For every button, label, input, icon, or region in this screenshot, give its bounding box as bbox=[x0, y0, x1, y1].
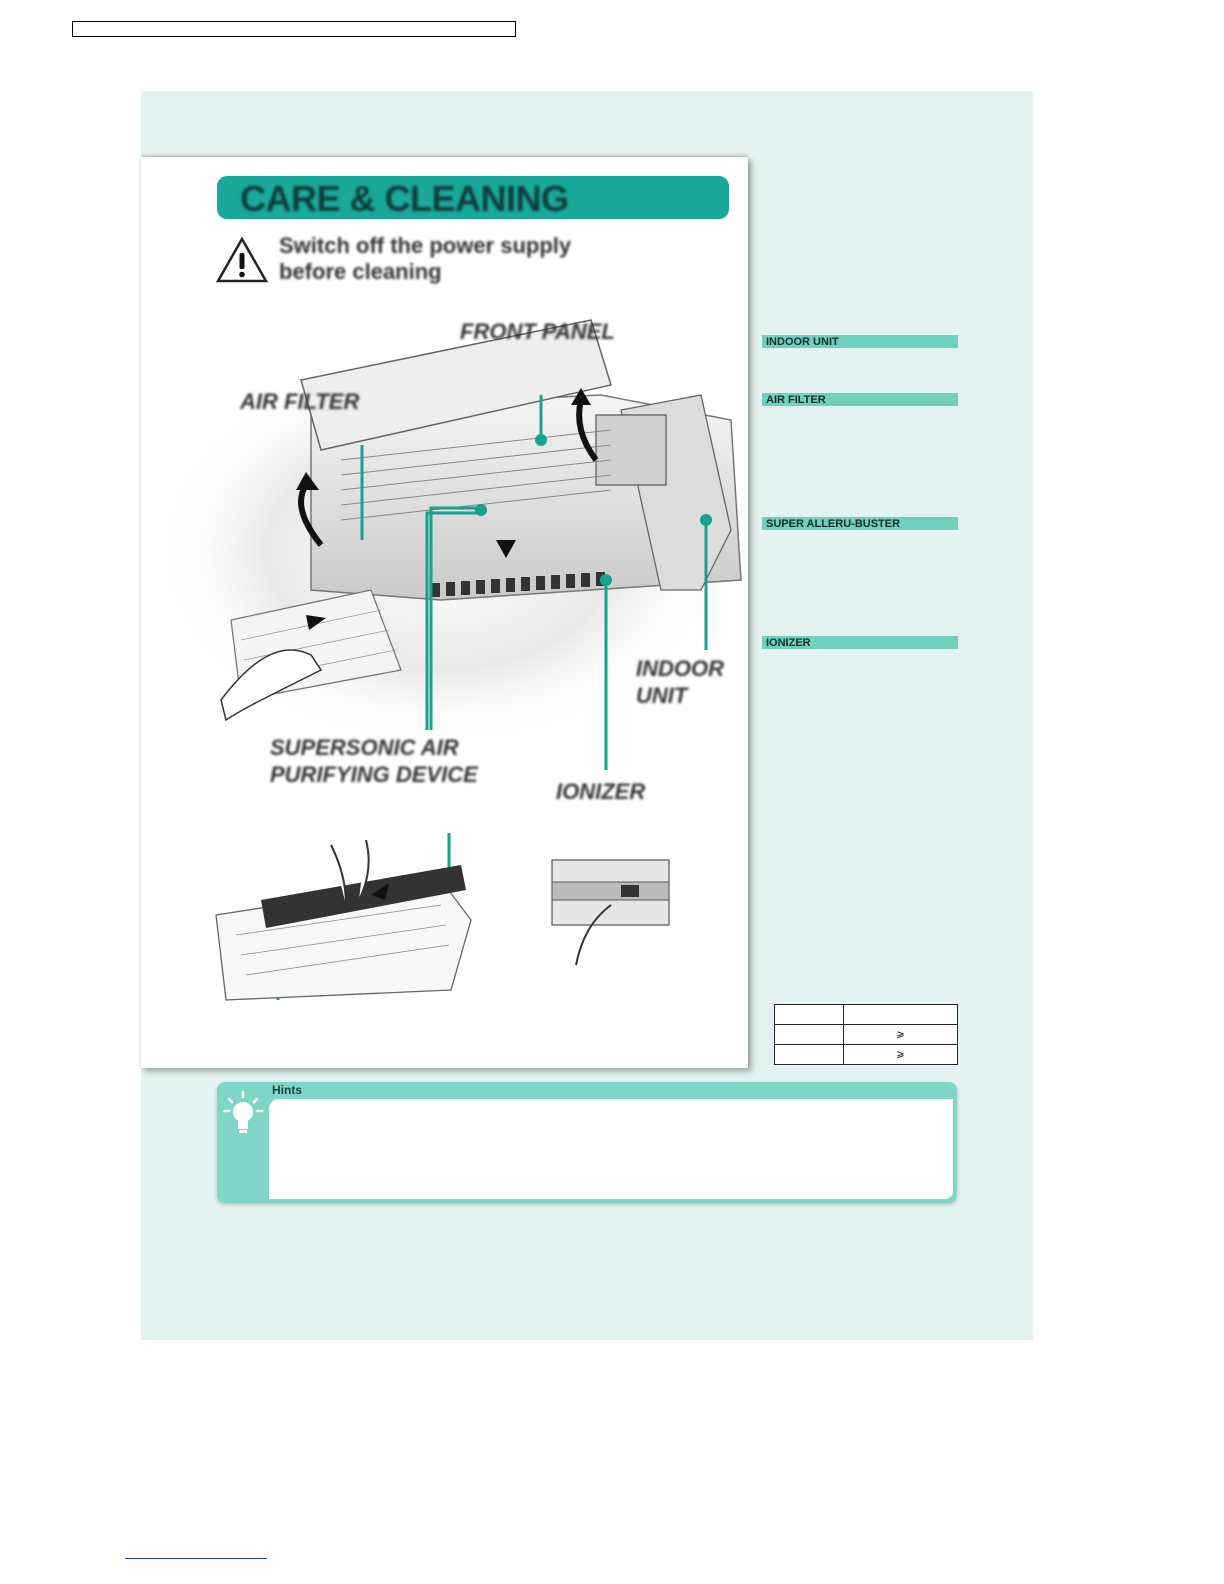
table-cell bbox=[775, 1025, 844, 1045]
spec-table bbox=[774, 1004, 958, 1065]
table-cell bbox=[844, 1005, 958, 1025]
sidebar-bar-super-alleru-buster bbox=[762, 517, 958, 530]
footer-link-underline bbox=[125, 1558, 267, 1559]
label-air-filter: AIR FILTER bbox=[240, 389, 360, 414]
table-cell bbox=[775, 1045, 844, 1065]
label-ionizer: IONIZER bbox=[556, 779, 646, 804]
header-box bbox=[72, 21, 516, 37]
sidebar-bar-indoor-unit bbox=[762, 335, 958, 348]
warning-icon bbox=[216, 236, 268, 284]
label-supersonic: SUPERSONIC AIR PURIFYING DEVICE bbox=[270, 735, 478, 787]
table-cell: ⩾ bbox=[844, 1045, 958, 1065]
warning-text: Switch off the power supply before cleaning bbox=[279, 233, 572, 284]
hints-content bbox=[269, 1099, 953, 1199]
sidebar-item-label: INDOOR UNIT bbox=[766, 336, 839, 348]
hints-label: Hints bbox=[272, 1083, 302, 1097]
sidebar-item-label: IONIZER bbox=[766, 637, 811, 649]
table-cell bbox=[775, 1005, 844, 1025]
table-cell: ⩾ bbox=[844, 1025, 958, 1045]
sidebar-bar-ionizer bbox=[762, 636, 958, 649]
table-row bbox=[775, 1045, 958, 1065]
sidebar-bar-air-filter bbox=[762, 393, 958, 406]
label-indoor-unit: INDOOR UNIT bbox=[636, 656, 724, 708]
sidebar-item-label: SUPER ALLERU-BUSTER bbox=[766, 518, 901, 530]
sidebar-item-label: AIR FILTER bbox=[766, 394, 826, 406]
page-title: CARE & CLEANING bbox=[240, 178, 569, 219]
label-front-panel: FRONT PANEL bbox=[460, 319, 615, 344]
table-row bbox=[775, 1005, 958, 1025]
lightbulb-icon bbox=[222, 1090, 264, 1138]
table-row bbox=[775, 1025, 958, 1045]
